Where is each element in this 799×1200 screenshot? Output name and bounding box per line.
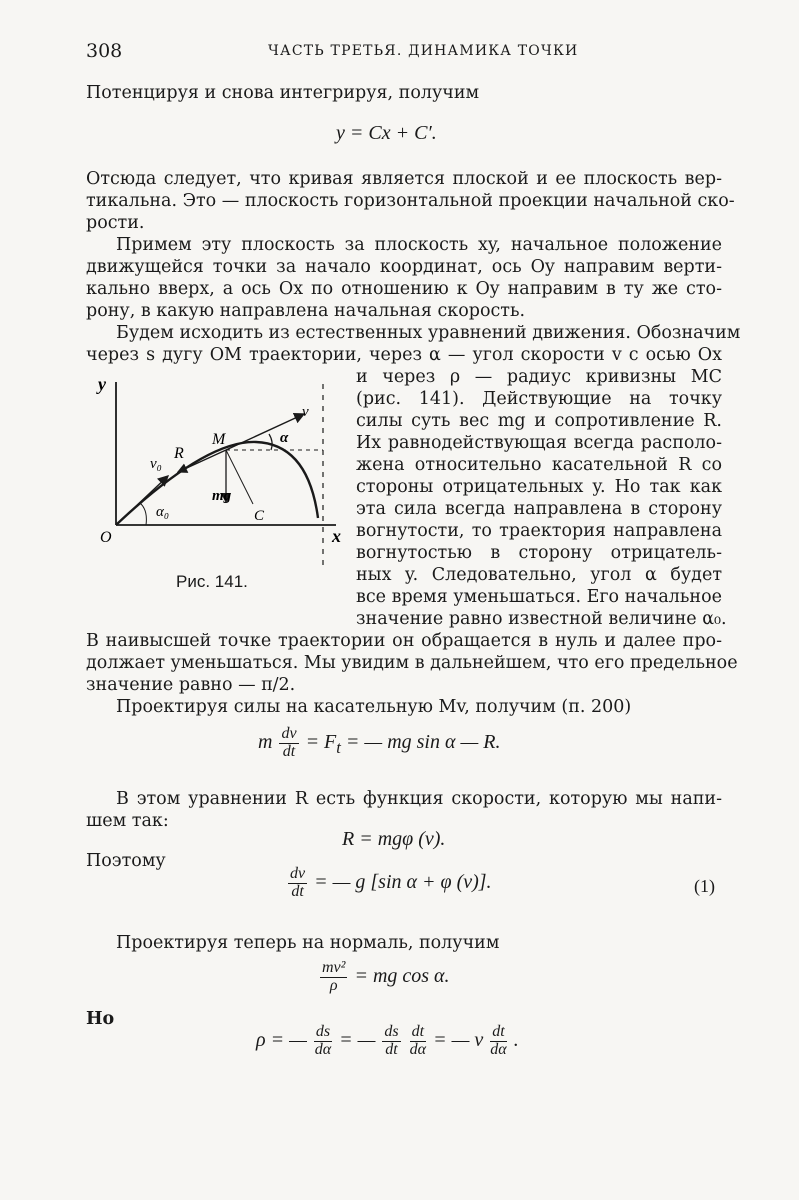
text-line: значение равно известной величине α₀. — [356, 609, 727, 629]
text-line: через s дугу OM траектории, через α — угол скорости v с осью Ox — [86, 345, 722, 365]
label-v: v — [302, 404, 309, 420]
text-line: Примем эту плоскость за плоскость xy, начальное положение — [116, 235, 722, 255]
label-alpha0: α₀ — [156, 504, 170, 520]
text-line: силы суть вес mg и сопротивление R. — [356, 411, 722, 431]
equation-number: (1) — [694, 876, 715, 896]
equation-4: $\frac{dv}{dt}$ = — g [sin α + φ (v)]. — [290, 865, 492, 900]
text-line: Поэтому — [86, 851, 166, 871]
alpha-arc — [269, 434, 272, 450]
text-line: Проектируя силы на касательную Mv, получим (п. 200) — [116, 697, 632, 717]
text-line: рости. — [86, 213, 145, 233]
text-line: Но — [86, 1009, 115, 1029]
equation-3: R = mgφ (v). — [342, 828, 446, 850]
trajectory-diagram — [86, 370, 346, 570]
text-line: рону, в какую направлена начальная скорость. — [86, 301, 526, 321]
text-line: шем так: — [86, 811, 169, 831]
label-v0: v₀ — [150, 456, 162, 472]
text-line: вогнутости, то траектория направлена — [356, 521, 722, 541]
text-line: Будем исходить из естественных уравнений движения. Обозначим — [116, 323, 741, 343]
equation-6: ρ = — $\frac{ds}{d\alpha}$ = — $\frac{ds}{dt}$ $\frac{dt}{d\alpha}$ = — v $\frac{dt}{d\alpha}$ . — [256, 1023, 519, 1058]
text-line: В наивысшей точке траектории он обращается в нуль и далее про- — [86, 631, 722, 651]
text-line: Потенцируя и снова интегрируя, получим — [86, 83, 480, 103]
figure-caption: Рис. 141. — [176, 572, 248, 591]
text-line: тикальна. Это — плоскость горизонтальной проекции начальной ско- — [86, 191, 735, 211]
label-R: R — [174, 445, 184, 462]
equation-2: m $\frac{dv}{dt}$ = $F_t$ = — mg sin α — R. — [258, 725, 501, 760]
text-line: (рис. 141). Действующие на точку — [356, 389, 722, 409]
text-line: жена относительно касательной R со — [356, 455, 722, 475]
alpha0-arc — [140, 503, 146, 525]
text-line: ных y. Следовательно, угол α будет — [356, 565, 722, 585]
text-line: Проектируя теперь на нормаль, получим — [116, 933, 500, 953]
text-line: Отсюда следует, что кривая является плоской и ее плоскость вер- — [86, 169, 722, 189]
text-line: стороны отрицательных y. Но так как — [356, 477, 722, 497]
figure-141 — [86, 370, 346, 574]
text-line: вогнутостью в сторону отрицатель- — [356, 543, 722, 563]
running-header: ЧАСТЬ ТРЕТЬЯ. ДИНАМИКА ТОЧКИ — [268, 43, 579, 59]
text-line: движущейся точки за начало координат, ось Oy направим верти- — [86, 257, 722, 277]
label-origin: O — [100, 529, 112, 546]
text-line: В этом уравнении R есть функция скорости, которую мы напи- — [116, 789, 722, 809]
text-line: эта сила всегда направлена в сторону — [356, 499, 722, 519]
text-line: должает уменьшаться. Мы увидим в дальнейшем, что его предельное — [86, 653, 738, 673]
equation-5: $\frac{\text{mv²}}{\rho}$ = mg cos α. — [322, 959, 450, 994]
text-line: значение равно — π/2. — [86, 675, 296, 695]
label-M: M — [212, 431, 226, 448]
resistance-vector — [178, 450, 226, 472]
label-mg: mg — [212, 488, 232, 504]
text-line: кально вверх, а ось Ox по отношению к Oy направим в ту же сто- — [86, 279, 722, 299]
velocity-vector — [226, 414, 304, 450]
text-line: все время уменьшаться. Его начальное — [356, 587, 722, 607]
page-number: 308 — [86, 40, 123, 62]
text-line: Их равнодействующая всегда располо- — [356, 433, 722, 453]
label-C: C — [254, 508, 265, 524]
equation-1: y = Cx + C′. — [336, 122, 437, 144]
label-y: y — [98, 374, 106, 394]
text-line: и через ρ — радиус кривизны MC — [356, 367, 722, 387]
label-x: x — [332, 526, 341, 546]
label-alpha: α — [280, 430, 289, 446]
